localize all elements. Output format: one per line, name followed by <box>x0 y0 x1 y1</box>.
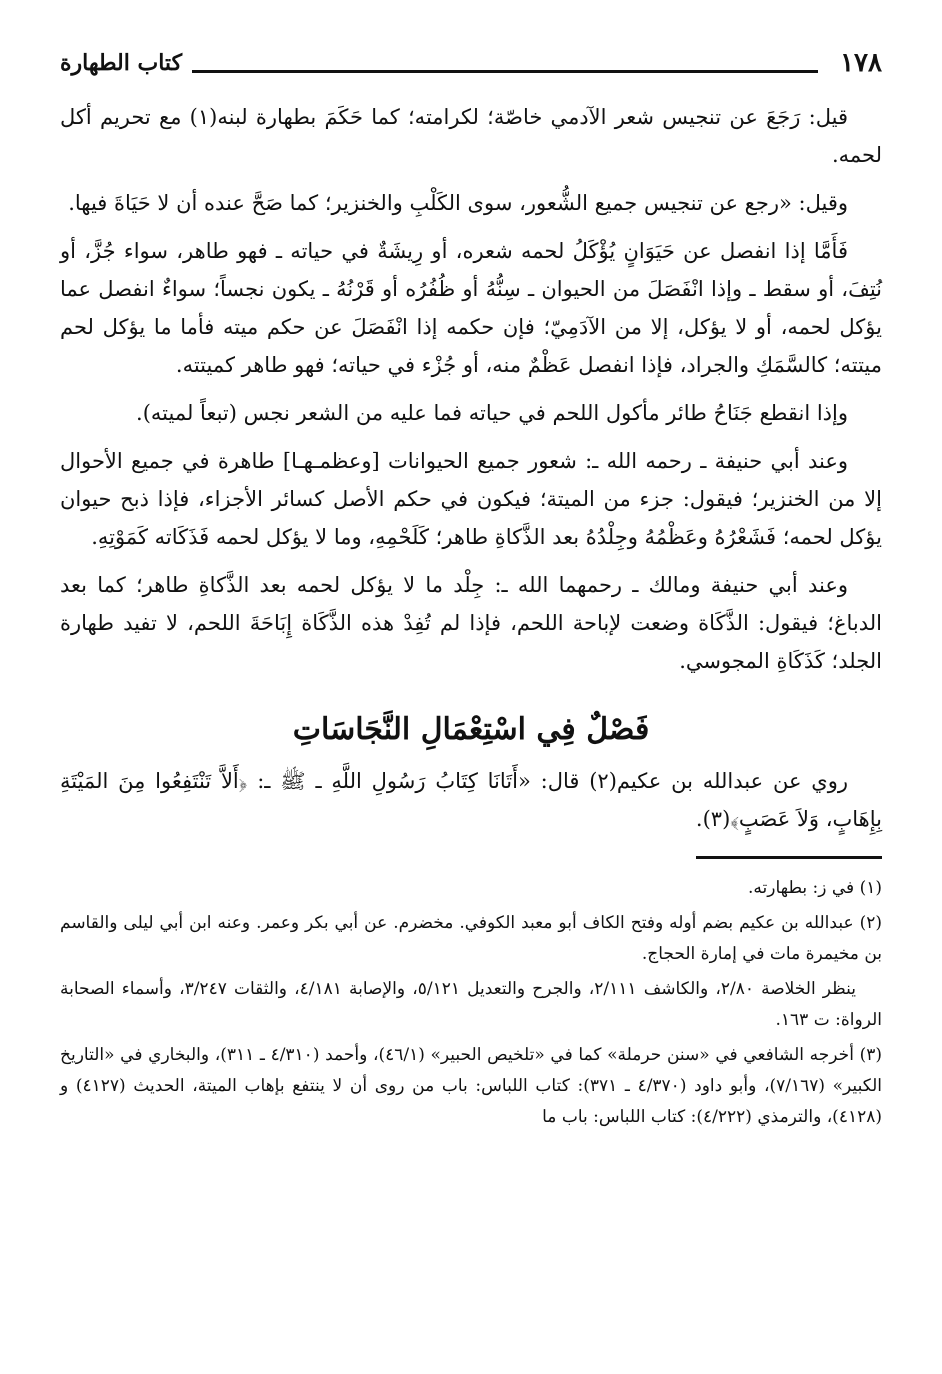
footnote: (٢) عبدالله بن عكيم بضم أوله وفتح الكاف أبو معبد الكوفي. مخضرم. عن أبي بكر وعمر. وعنه ابن أبي ليلى والقاسم بن مخيمرة مات في إمارة الحجاج. <box>60 913 882 964</box>
paragraph: فَأَمَّا إذا انفصل عن حَيَوَانٍ يُؤْكَلُ لحمه شعره، أو رِيشَةٌ في حياته ـ فهو طاهر، سواء جُزَّ، أو نُتِفَ، أو سقط ـ وإذا انْفَصَلَ من الحيوان ـ سِنُّهُ أو ظُفُرُه أو قَرْنُهُ ـ يكون نجساً؛ سواءٌ انفصل عما يؤكل لحمه، أو لا يؤكل، إلا من الآدَمِيّ؛ فإن حكمه إذا انْفَصَلَ عن حكم ميته فأما ما يؤكل لحم ميتته؛ كالسَّمَكِ والجراد، فإذا انفصل عَظْمٌ منه، أو جُزْء في حياته؛ فهو طاهر كميتته. <box>60 239 882 377</box>
running-title: كتاب الطهارة <box>60 50 183 76</box>
paragraph: وقيل: «رجع عن تنجيس جميع الشُّعور، سوى الكَلْبِ والخنزير؛ كما صَحَّ عنده أن لا حَيَاةَ فيها. <box>68 191 848 215</box>
footnote-continuation: ينظر الخلاصة ٢/٨٠، والكاشف ٢/١١١، والجرح والتعديل ٥/١٢١، والإصابة ٤/١٨١، والثقات ٣/٢٤٧، وأسماء الصحابة الرواة: ت ١٦٣. <box>60 979 882 1030</box>
paragraph: وعند أبي حنيفة ومالك ـ رحمهما الله ـ: جِلْد ما لا يؤكل لحمه بعد الذَّكاةِ طاهر؛ كما بعد الدباغ؛ فيقول: الذَّكَاة وضعت لإباحة اللحم، فإذا لم تُفِدْ هذه الذَّكَاة إِبَاحَةَ اللحم، لا تفيد طهارة الجلد؛ كَذَكَاةِ المجوسي. <box>60 573 882 673</box>
footnote-divider <box>696 856 882 859</box>
header-divider <box>192 70 818 73</box>
footnotes <box>60 873 882 1133</box>
paragraph: وعند أبي حنيفة ـ رحمه الله ـ: شعور جميع الحيوانات [وعظمـهـا] طاهرة في جميع الأحوال إلا من الخنزير؛ فيقول: جزء من الميتة؛ فيكون في حكم الأصل كسائر الأجزاء، فإذا ذبح حيوان يؤكل لحمه؛ فَشَعْرُهُ وعَظْمُهُ وجِلْدُهُ بعد الذَّكاةِ طاهر؛ كَلَحْمِهِ، وما لا يؤكل لحمه فَذَكَاته كَمَوْتِهِ. <box>60 449 882 549</box>
page-number: ١٧٨ <box>840 48 882 78</box>
section-paragraph: روي عن عبدالله بن عكيم(٢) قال: «أَتَانَا كِتَابُ رَسُولِ اللَّهِ ـ ﷺ ـ: ﴿أَلاَّ تَنْتَفِعُوا مِنَ المَيْتَةِ بِإِهَابٍ، وَلاَ عَصَبٍ﴾(٣). <box>60 769 882 831</box>
section-heading: فَصْلٌ فِي اسْتِعْمَالِ النَّجَاسَاتِ <box>292 712 650 747</box>
book-page <box>60 44 882 1354</box>
footnote: (١) في ز: بطهارته. <box>747 878 882 898</box>
footnote: (٣) أخرجه الشافعي في «سنن حرملة» كما في «تلخيص الحبير» (٤٦/١)، وأحمد (٤/٣١٠ ـ ٣١١)، والبخاري في «التاريخ الكبير» (٧/١٦٧)، وأبو داود (٤/٣٧٠ ـ ٣٧١): كتاب اللباس: باب من روى أن لا ينتفع بإهاب الميتة، الحديث (٤١٢٧) و (٤١٢٨)، والترمذي (٤/٢٢٢): كتاب اللباس: باب ما <box>60 1045 882 1127</box>
main-text <box>60 98 882 838</box>
paragraph: وإذا انقطع جَنَاحُ طائر مأكول اللحم في حياته فما عليه من الشعر نجس (تبعاً لميته). <box>136 401 848 425</box>
page-header <box>60 44 882 84</box>
paragraph: قيل: رَجَعَ عن تنجيس شعر الآدمي خاصّة؛ لكرامته؛ كما حَكَمَ بطهارة لبنه(١) مع تحريم أكل لحمه. <box>60 105 882 167</box>
